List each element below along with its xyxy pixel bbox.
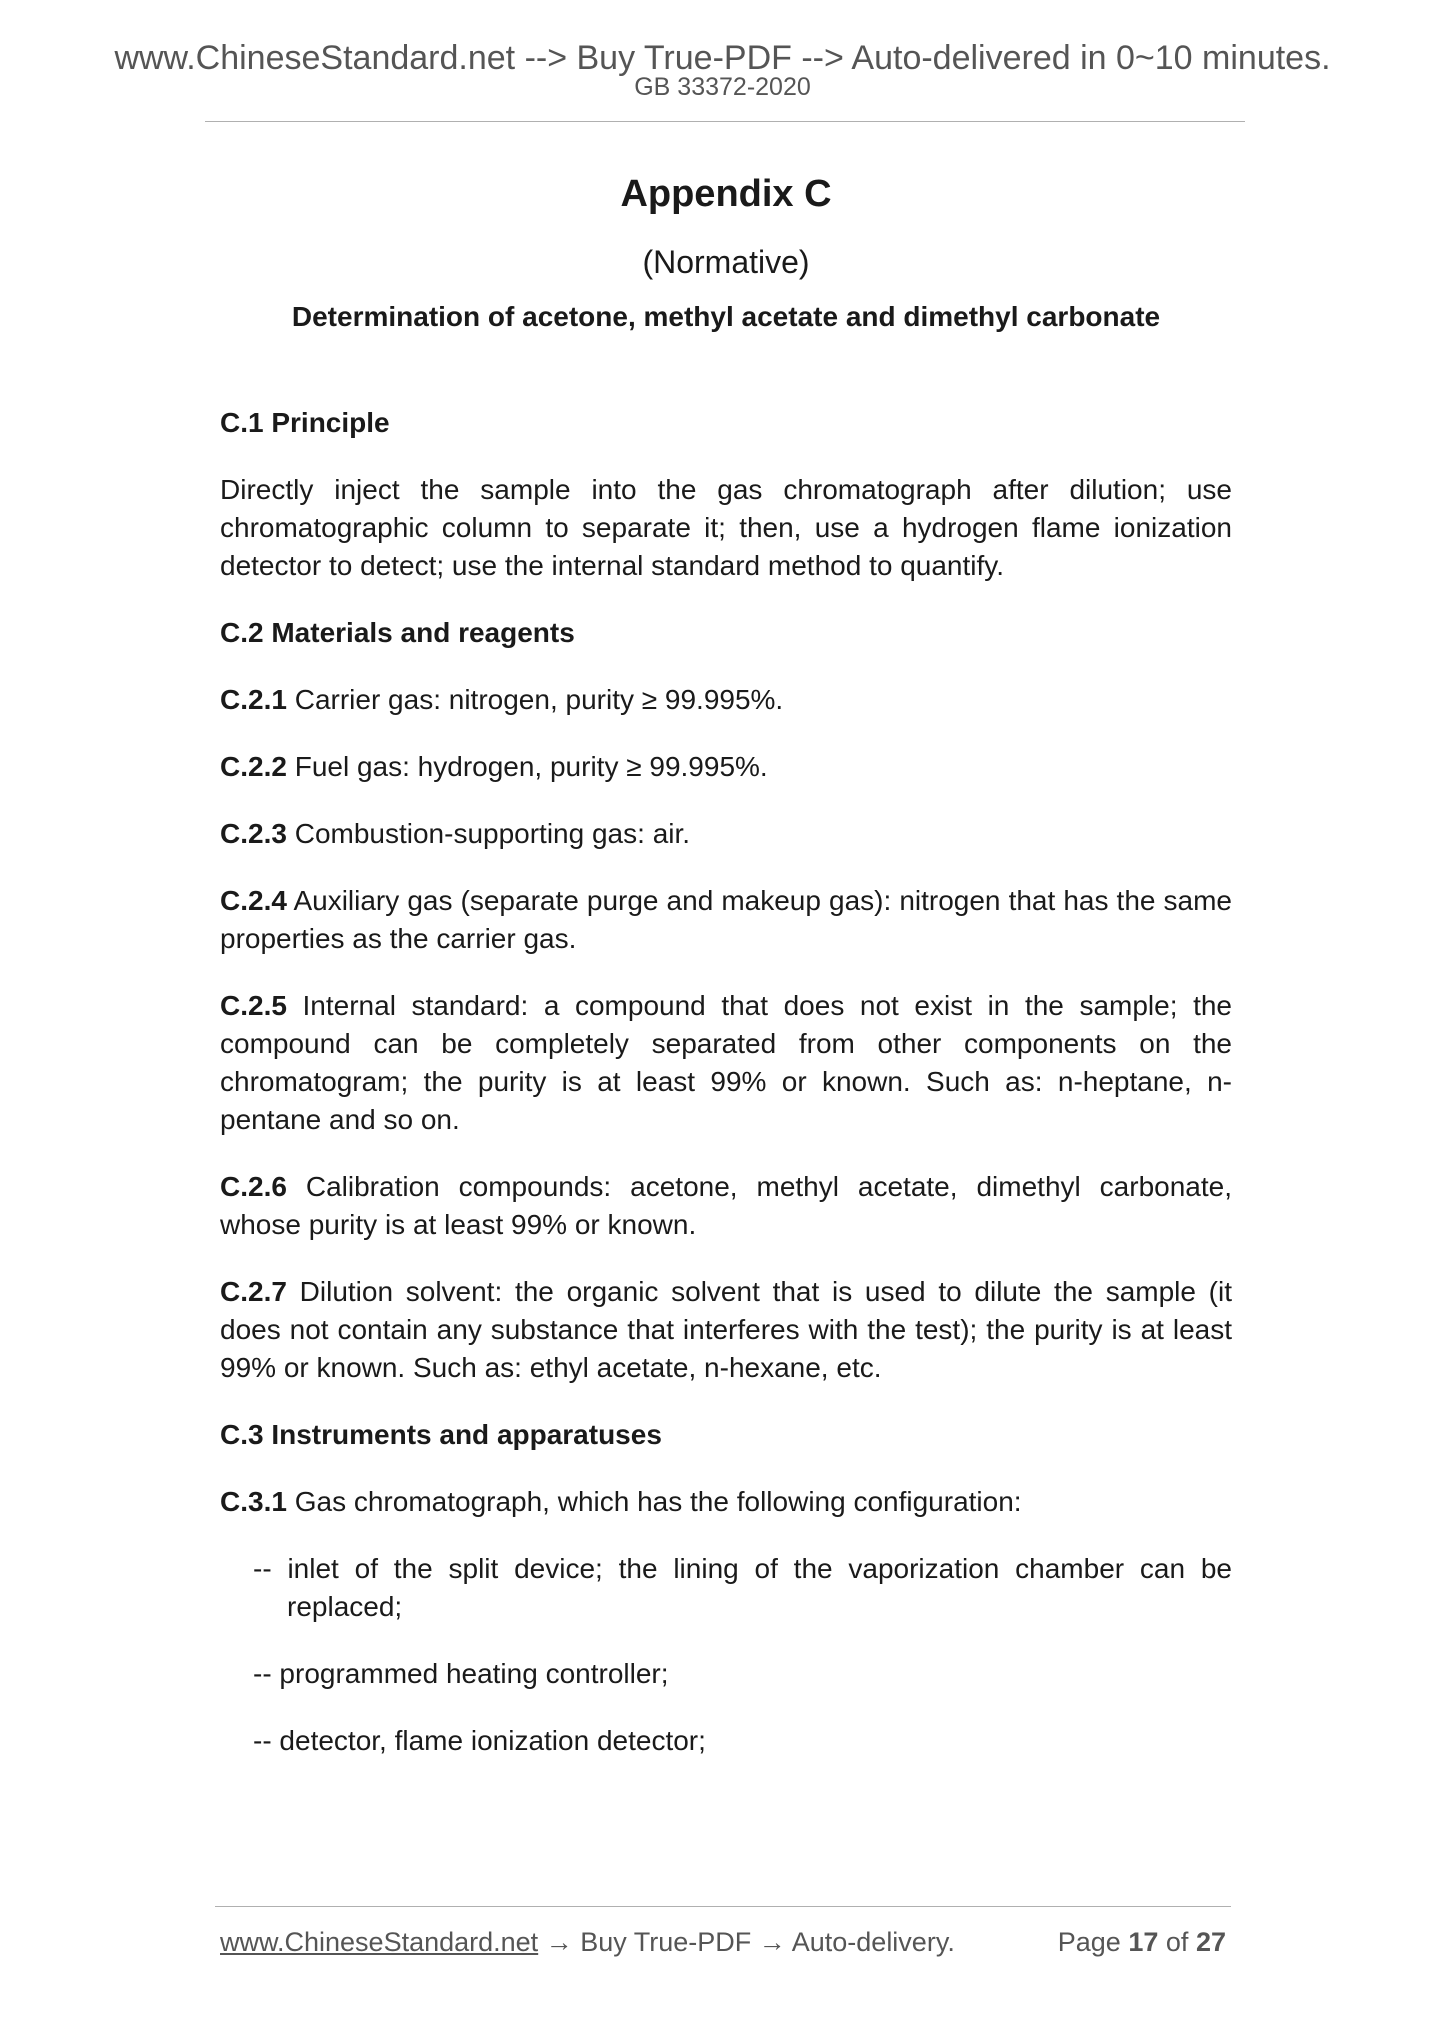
document-code: GB 33372-2020 <box>634 73 811 101</box>
clause-text: Dilution solvent: the organic solvent that is used to dilute the sample (it does not contain any substance that interferes with the test); the purity is at least 99% or known. Such as: ethyl acetate, n-hexane, etc. <box>220 1276 1232 1383</box>
footer-website-link[interactable]: www.ChineseStandard.net <box>220 1927 539 1957</box>
section-heading-c2: C.2 Materials and reagents <box>220 617 575 648</box>
clause-number: C.2.1 <box>220 684 287 715</box>
clause-text: Gas chromatograph, which has the following configuration: <box>286 1486 1022 1517</box>
list-item-split-inlet: -- inlet of the split device; the lining of the vaporization chamber can be replaced; <box>253 1553 1232 1622</box>
clause-number: C.3.1 <box>220 1486 287 1517</box>
list-item-detector: -- detector, flame ionization detector; <box>253 1725 706 1756</box>
clause-number: C.2.6 <box>220 1171 287 1202</box>
appendix-description: Determination of acetone, methyl acetate and dimethyl carbonate <box>291 301 1161 332</box>
clause-c2-1 <box>220 681 1232 719</box>
clause-c2-7 <box>220 1273 1232 1387</box>
clause-text: Combustion-supporting gas: air. <box>286 818 691 849</box>
header-banner: www.ChineseStandard.net --> Buy True-PDF --> Auto-delivered in 0~10 minutes. <box>114 39 1331 77</box>
appendix-normative-label: (Normative) <box>642 244 810 280</box>
header-divider <box>205 121 1245 122</box>
clause-text: Internal standard: a compound that does not exist in the sample; the compound can be completely separated from other components on the chromatogram; the purity is at least 99% or known. Such as: n-heptane, n-pentane and so on. <box>220 990 1232 1135</box>
clause-c2-6 <box>220 1168 1232 1244</box>
page-content <box>220 160 1232 1760</box>
clause-c2-2 <box>220 748 1232 786</box>
footer-divider <box>215 1906 1231 1907</box>
page-label: Page <box>1057 1927 1121 1957</box>
clause-text: Auxiliary gas (separate purge and makeup gas): nitrogen that has the same properties as the carrier gas. <box>220 885 1232 954</box>
clause-text: Fuel gas: hydrogen, purity ≥ 99.995%. <box>286 751 768 782</box>
clause-text: Carrier gas: nitrogen, purity ≥ 99.995%. <box>286 684 784 715</box>
clause-c2-5 <box>220 987 1232 1139</box>
clause-c2-4 <box>220 882 1232 958</box>
section-heading-c1: C.1 Principle <box>220 407 390 438</box>
footer-promo-text: → Buy True-PDF → Auto-delivery. <box>538 1927 955 1957</box>
clause-number: C.2.5 <box>220 990 287 1021</box>
appendix-title: Appendix C <box>620 173 832 215</box>
clause-text: Calibration compounds: acetone, methyl acetate, dimethyl carbonate, whose purity is at least 99% or known. <box>220 1171 1232 1240</box>
list-item-heating-controller: -- programmed heating controller; <box>253 1658 669 1689</box>
clause-number: C.2.7 <box>220 1276 287 1307</box>
clause-number: C.2.2 <box>220 751 287 782</box>
of-label: of <box>1165 1927 1189 1957</box>
page-indicator <box>1058 1925 1226 1959</box>
clause-c3-1 <box>220 1483 1232 1521</box>
page-total: 27 <box>1195 1927 1226 1957</box>
clause-number: C.2.4 <box>220 885 287 916</box>
clause-number: C.2.3 <box>220 818 287 849</box>
page-number: 17 <box>1128 1927 1159 1957</box>
footer-promo <box>220 1925 955 1959</box>
paragraph-c1: Directly inject the sample into the gas chromatograph after dilution; use chromatographic column to separate it; then, use a hydrogen flame ionization detector to detect; use the internal standard method to quantify. <box>220 474 1232 581</box>
clause-c2-3 <box>220 815 1232 853</box>
section-heading-c3: C.3 Instruments and apparatuses <box>220 1419 662 1450</box>
